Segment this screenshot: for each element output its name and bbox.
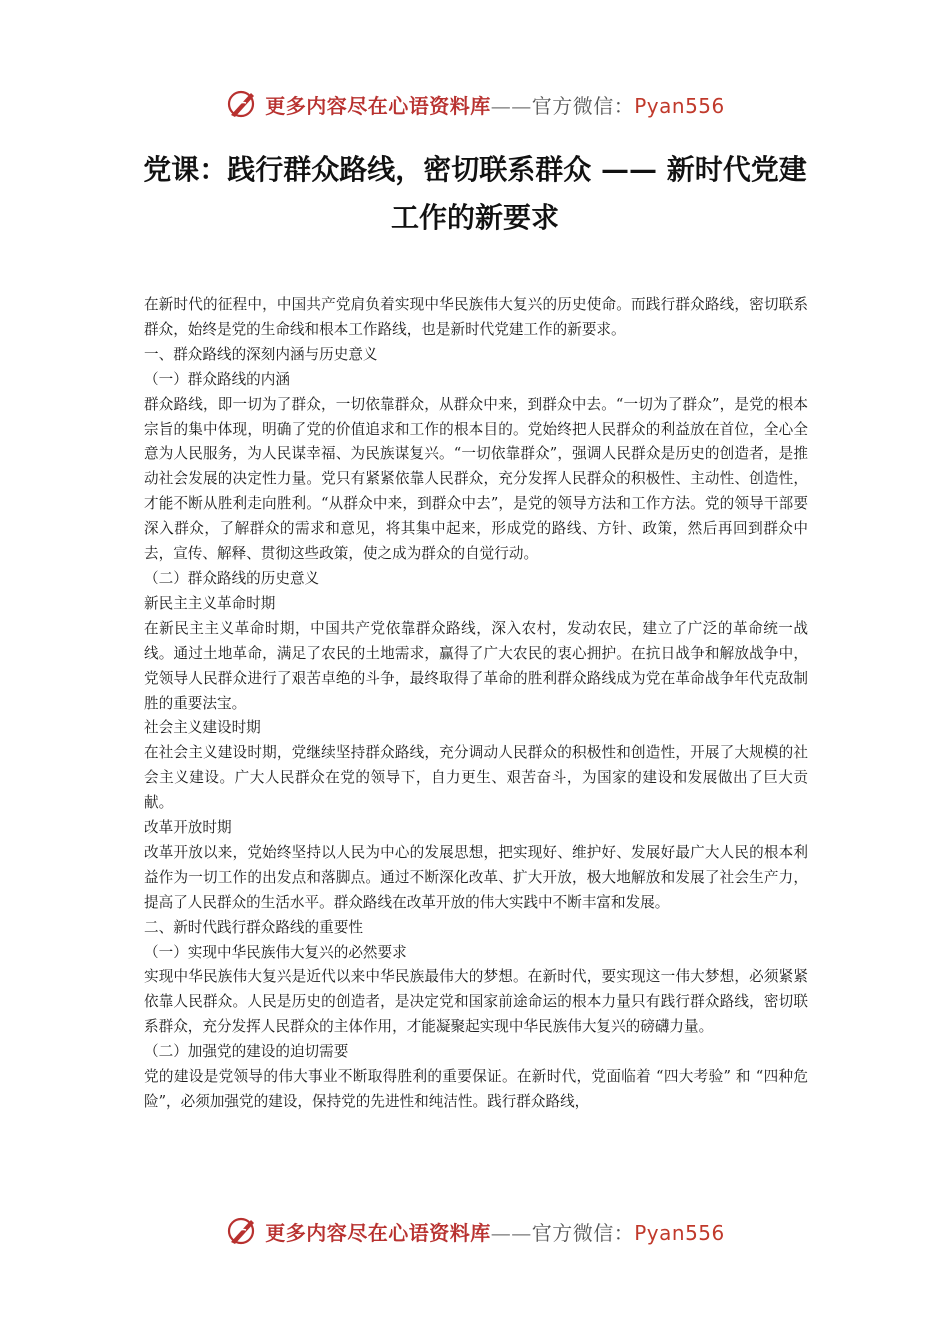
banner-main-text: 更多内容尽在心语资料库 [265, 1220, 491, 1245]
banner-wechat-id: Pyan556 [634, 93, 725, 118]
brush-logo-icon [225, 1214, 259, 1248]
period-heading: 社会主义建设时期 [144, 719, 261, 737]
paragraph: 在新时代的征程中，中国共产党肩负着实现中华民族伟大复兴的历史使命。而践行群众路线，密切联系群众，始终是党的生命线和根本工作路线，也是新时代党建工作的新要求。 [144, 296, 808, 338]
document-body [144, 293, 808, 1115]
brush-logo-icon [225, 87, 259, 121]
footer-banner [0, 1211, 950, 1251]
document-title: 党课：践行群众路线，密切联系群众 —— 新时代党建工作的新要求 [143, 153, 807, 234]
paragraph: 党的建设是党领导的伟大事业不断取得胜利的重要保证。在新时代，党面临着 “四大考验” 和 “四种危险”，必须加强党的建设，保持党的先进性和纯洁性。践行群众路线， [144, 1068, 808, 1110]
banner-separator: —— [490, 93, 532, 118]
paragraph: 群众路线，即一切为了群众，一切依靠群众，从群众中来，到群众中去。“一切为了群众”，是党的根本宗旨的集中体现，明确了党的价值追求和工作的根本目的。党始终把人民群众的利益放在首位，全心全意为人民服务，为人民谋幸福、为民族谋复兴。“一切依靠群众”，强调人民群众是历史的创造者，是推动社会发展的决定性力量。党只有紧紧依靠人民群众，充分发挥人民群众的积极性、主动性、创造性，才能不断从胜利走向胜利。“从群众中来，到群众中去”，是党的领导方法和工作方法。党的领导干部要深入群众，了解群众的需求和意见，将其集中起来，形成党的路线、方针、政策，然后再回到群众中去，宣传、解释、贯彻这些政策，使之成为群众的自觉行动。 [144, 395, 808, 563]
banner-label: 官方微信： [531, 93, 635, 118]
banner-label: 官方微信： [531, 1220, 635, 1245]
subsection-heading: （二）加强党的建设的迫切需要 [144, 1043, 349, 1061]
subsection-heading: （一）实现中华民族伟大复兴的必然要求 [144, 943, 407, 961]
paragraph: 在新民主主义革命时期，中国共产党依靠群众路线，深入农村，发动农民，建立了广泛的革命统一战线。通过土地革命，满足了农民的土地需求，赢得了广大农民的衷心拥护。在抗日战争和解放战争中，党领导人民群众进行了艰苦卓绝的斗争，最终取得了革命的胜利群众路线成为党在革命战争年代克敌制胜的重要法宝。 [144, 619, 808, 712]
period-heading: 新民主主义革命时期 [144, 594, 276, 612]
paragraph: 改革开放以来，党始终坚持以人民为中心的发展思想，把实现好、维护好、发展好最广大人民的根本利益作为一切工作的出发点和落脚点。通过不断深化改革、扩大开放，极大地解放和发展了社会生产力，提高了人民群众的生活水平。群众路线在改革开放的伟大实践中不断丰富和发展。 [144, 843, 808, 911]
paragraph: 在社会主义建设时期，党继续坚持群众路线，充分调动人民群众的积极性和创造性，开展了大规模的社会主义建设。广大人民群众在党的领导下，自力更生、艰苦奋斗，为国家的建设和发展做出了巨大贡献。 [144, 744, 808, 812]
period-heading: 改革开放时期 [144, 819, 232, 837]
banner-wechat-id: Pyan556 [634, 1220, 725, 1245]
section-heading: 一、群众路线的深刻内涵与历史意义 [144, 345, 378, 363]
subsection-heading: （一）群众路线的内涵 [144, 370, 290, 388]
section-heading: 二、新时代践行群众路线的重要性 [144, 918, 363, 936]
banner-main-text: 更多内容尽在心语资料库 [265, 93, 491, 118]
header-banner [0, 84, 950, 124]
subsection-heading: （二）群众路线的历史意义 [144, 569, 320, 587]
paragraph: 实现中华民族伟大复兴是近代以来中华民族最伟大的梦想。在新时代，要实现这一伟大梦想，必须紧紧依靠人民群众。人民是历史的创造者，是决定党和国家前途命运的根本力量只有践行群众路线，密切联系群众，充分发挥人民群众的主体作用，才能凝聚起实现中华民族伟大复兴的磅礴力量。 [144, 968, 808, 1036]
banner-separator: —— [490, 1220, 532, 1245]
